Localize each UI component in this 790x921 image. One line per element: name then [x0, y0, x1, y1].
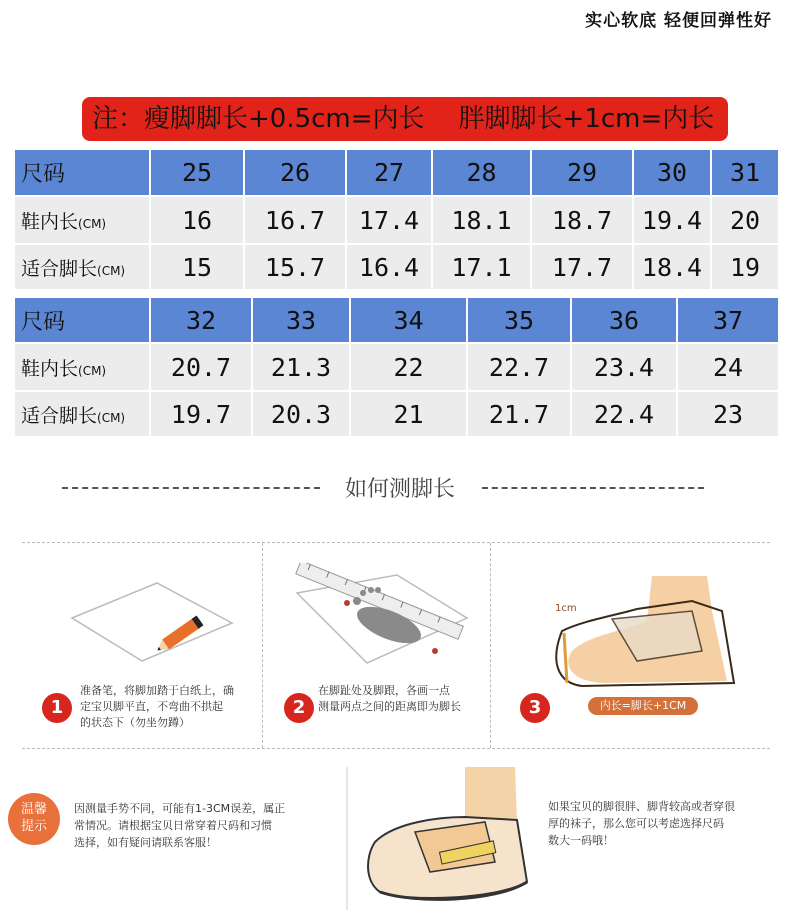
divider	[62, 487, 320, 489]
inner-length-cell: 17.4	[347, 197, 433, 245]
divider	[490, 543, 491, 748]
inner-length-cell: 21.3	[253, 344, 351, 392]
tip-measurement-error: 因测量手势不同，可能有1-3CM误差，属正 常情况。请根据宝贝日常穿着尺码和习惯 选择，如有疑问请联系客服！	[74, 802, 286, 849]
inner-length-cell: 16	[151, 197, 245, 245]
fit-length-cell: 21	[351, 392, 468, 438]
table-row-fit-length	[15, 392, 780, 438]
fit-length-cell: 16.4	[347, 245, 433, 291]
banner-wide-foot: 胖脚脚长+1cm=内长	[458, 104, 715, 134]
inner-length-cell: 23.4	[572, 344, 678, 392]
shoe-illustration	[345, 762, 535, 912]
inner-length-cell: 20.7	[151, 344, 253, 392]
fit-length-cell: 18.4	[634, 245, 712, 291]
inner-length-label: 鞋内长(CM)	[15, 344, 151, 392]
fit-length-cell: 22.4	[572, 392, 678, 438]
inner-length-formula-pill: 内长=脚长+1CM	[588, 697, 698, 715]
size-table-1	[15, 150, 780, 291]
inner-length-cell: 18.1	[433, 197, 532, 245]
table-row-fit-length	[15, 245, 780, 291]
fit-length-cell: 15.7	[245, 245, 347, 291]
step-2-badge: 2	[284, 693, 314, 723]
inner-length-cell: 18.7	[532, 197, 634, 245]
size-label: 尺码	[15, 150, 151, 197]
table-row-inner-length	[15, 344, 780, 392]
fit-length-cell: 19	[712, 245, 780, 291]
ruler-footprint-illustration	[277, 563, 482, 673]
inner-length-cell: 24	[678, 344, 780, 392]
step-2-text: 在脚趾处及脚跟，各画一点 测量两点之间的距离即为脚长	[318, 684, 461, 713]
size-cell: 28	[433, 150, 532, 197]
inner-length-cell: 16.7	[245, 197, 347, 245]
tagline: 实心软底 轻便回弹性好	[585, 11, 772, 31]
size-cell: 36	[572, 298, 678, 344]
measure-steps-panel	[22, 542, 770, 749]
tip-badge: 温馨 提示	[8, 793, 60, 845]
fit-length-cell: 17.1	[433, 245, 532, 291]
fit-length-cell: 20.3	[253, 392, 351, 438]
size-table-2	[15, 298, 780, 438]
step-1-text: 准备笔，将脚加踏于白纸上，确 定宝贝脚平直，不弯曲不拱起 的状态下（勿坐勿蹲）	[80, 684, 234, 729]
inner-length-cell: 22.7	[468, 344, 572, 392]
sizing-note-banner	[82, 97, 728, 141]
divider	[482, 487, 704, 489]
fit-length-label: 适合脚长(CM)	[15, 392, 151, 438]
fit-length-cell: 15	[151, 245, 245, 291]
table-header-row	[15, 150, 780, 197]
size-cell: 32	[151, 298, 253, 344]
paper-pencil-illustration	[62, 563, 242, 663]
tip-wide-foot: 如果宝贝的脚很胖、脚背较高或者穿很 厚的袜子，那么您可以考虑选择尺码 数大一码哦！	[548, 800, 735, 847]
inner-length-label: 鞋内长(CM)	[15, 197, 151, 245]
step-1-badge: 1	[42, 693, 72, 723]
fit-length-cell: 19.7	[151, 392, 253, 438]
fit-length-label: 适合脚长(CM)	[15, 245, 151, 291]
size-cell: 25	[151, 150, 245, 197]
measure-title: 如何测脚长	[344, 477, 455, 502]
size-cell: 34	[351, 298, 468, 344]
foot-in-shoe-illustration	[542, 571, 757, 696]
fit-length-cell: 17.7	[532, 245, 634, 291]
size-cell: 37	[678, 298, 780, 344]
size-cell: 29	[532, 150, 634, 197]
measure-section-header	[0, 472, 790, 502]
inner-length-cell: 22	[351, 344, 468, 392]
size-cell: 30	[634, 150, 712, 197]
fit-length-cell: 23	[678, 392, 780, 438]
table-header-row	[15, 298, 780, 344]
table-row-inner-length	[15, 197, 780, 245]
size-cell: 31	[712, 150, 780, 197]
step-3-badge: 3	[520, 693, 550, 723]
size-cell: 33	[253, 298, 351, 344]
divider	[262, 543, 263, 748]
size-cell: 27	[347, 150, 433, 197]
size-label: 尺码	[15, 298, 151, 344]
size-cell: 35	[468, 298, 572, 344]
fit-length-cell: 21.7	[468, 392, 572, 438]
one-cm-marker: 1cm	[555, 603, 577, 614]
banner-slim-foot: 注：瘦脚脚长+0.5cm=内长	[92, 104, 425, 134]
inner-length-cell: 19.4	[634, 197, 712, 245]
inner-length-cell: 20	[712, 197, 780, 245]
size-cell: 26	[245, 150, 347, 197]
